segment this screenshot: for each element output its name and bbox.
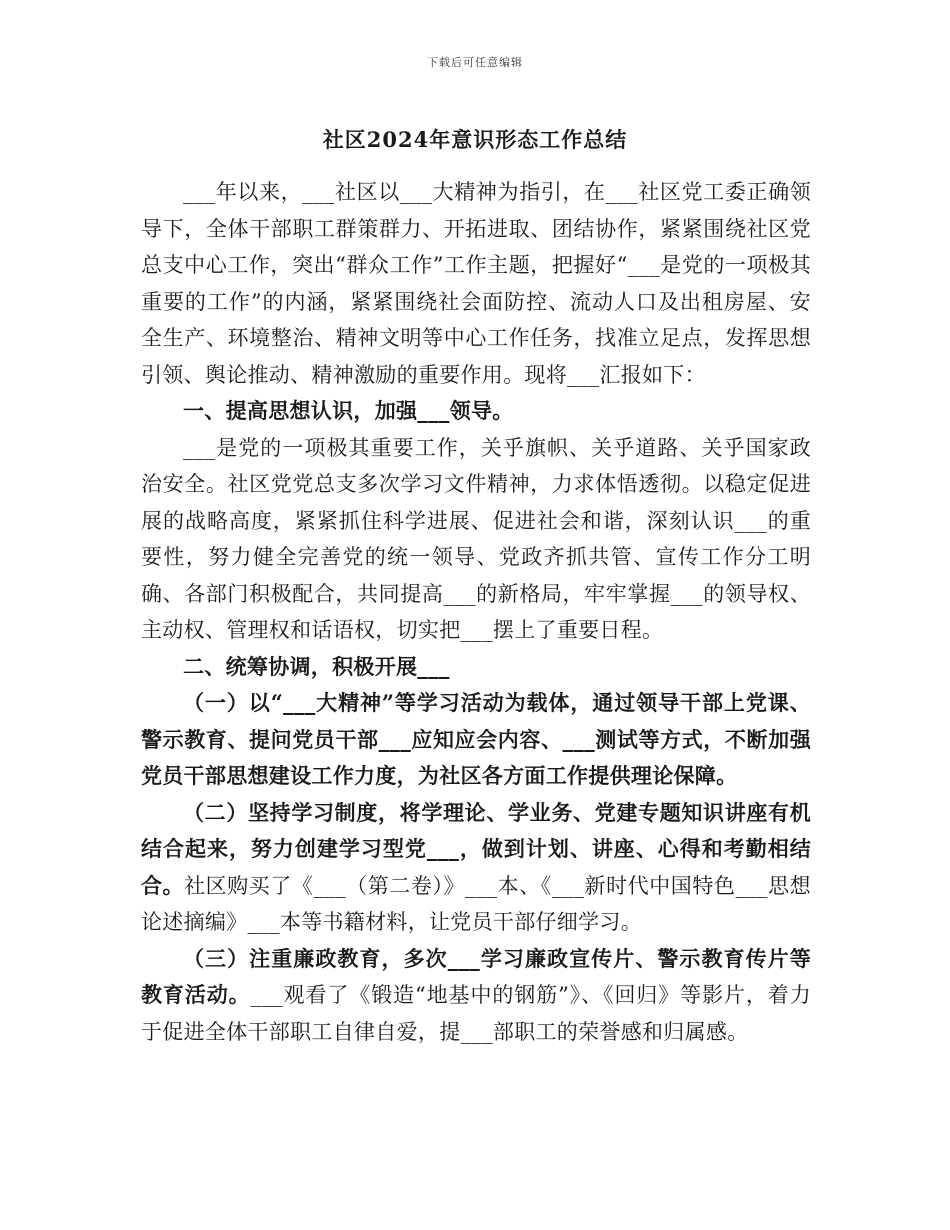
subsection-3-lead: （三）注重廉政教育，多次___学习廉政宣传片、警示教育传片等教育活动。: [141, 945, 811, 1007]
subsection-3-text: ___观看了《锻造“地基中的钢筋”》、《回归》等影片，着力于促进全体干部职工自律自爱，提___部职工的荣誉感和归属感。: [141, 983, 812, 1044]
intro-paragraph: ___年以来，___社区以___大精神为指引，在___社区党工委正确领导下，全体干部职工群策群力、开拓进取、团结协作，紧紧围绕社区党总支中心工作，突出“群众工作”工作主题，把握好“___是党的一项极其重要的工作”的内涵，紧紧围绕社会面防控、流动人口及出租房屋、安全生产、环境整治、精神文明等中心工作任务，找准立足点，发挥思想引领、舆论推动、精神激励的重要作用。现将___汇报如下：: [141, 180, 811, 387]
section-heading-2: 二、统筹协调，积极开展___: [183, 653, 450, 679]
header-note: 下载后可任意编辑: [427, 56, 523, 69]
document-title: 社区2024年意识形态工作总结: [322, 127, 628, 152]
subsection-2-text: 社区购买了《___（第二卷）》___本、《___新时代中国特色___思想论述摘编》___本等书籍材料，让党员干部仔细学习。: [141, 873, 811, 934]
subsection-3: [141, 941, 811, 1051]
subsection-2-lead: （二）坚持学习制度，将学理论、学业务、党建专题知识讲座有机结合起来，努力创建学习型党___，做到计划、讲座、心得和考勤相结合。: [141, 799, 811, 898]
subsection-1: （一）以“___大精神”等学习活动为载体，通过领导干部上党课、警示教育、提问党员干部___应知应会内容、___测试等方式，不断加强党员干部思想建设工作力度，为社区各方面工作提供理论保障。: [141, 690, 811, 788]
section-heading-1: 一、提高思想认识，加强___领导。: [183, 398, 514, 423]
document-body: [141, 174, 811, 1050]
section-1-paragraph: ___是党的一项极其重要工作，关乎旗帜、关乎道路、关乎国家政治安全。社区党党总支多次学习文件精神，力求体悟透彻。以稳定促进展的战略高度，紧紧抓住科学进展、促进社会和谐，深刻认识___的重要性，努力健全完善党的统一领导、党政齐抓共管、宣传工作分工明确、各部门积极配合，共同提高___的新格局，牢牢掌握___的领导权、主动权、管理权和话语权，切实把___摆上了重要日程。: [141, 435, 811, 642]
subsection-2: [141, 795, 811, 941]
